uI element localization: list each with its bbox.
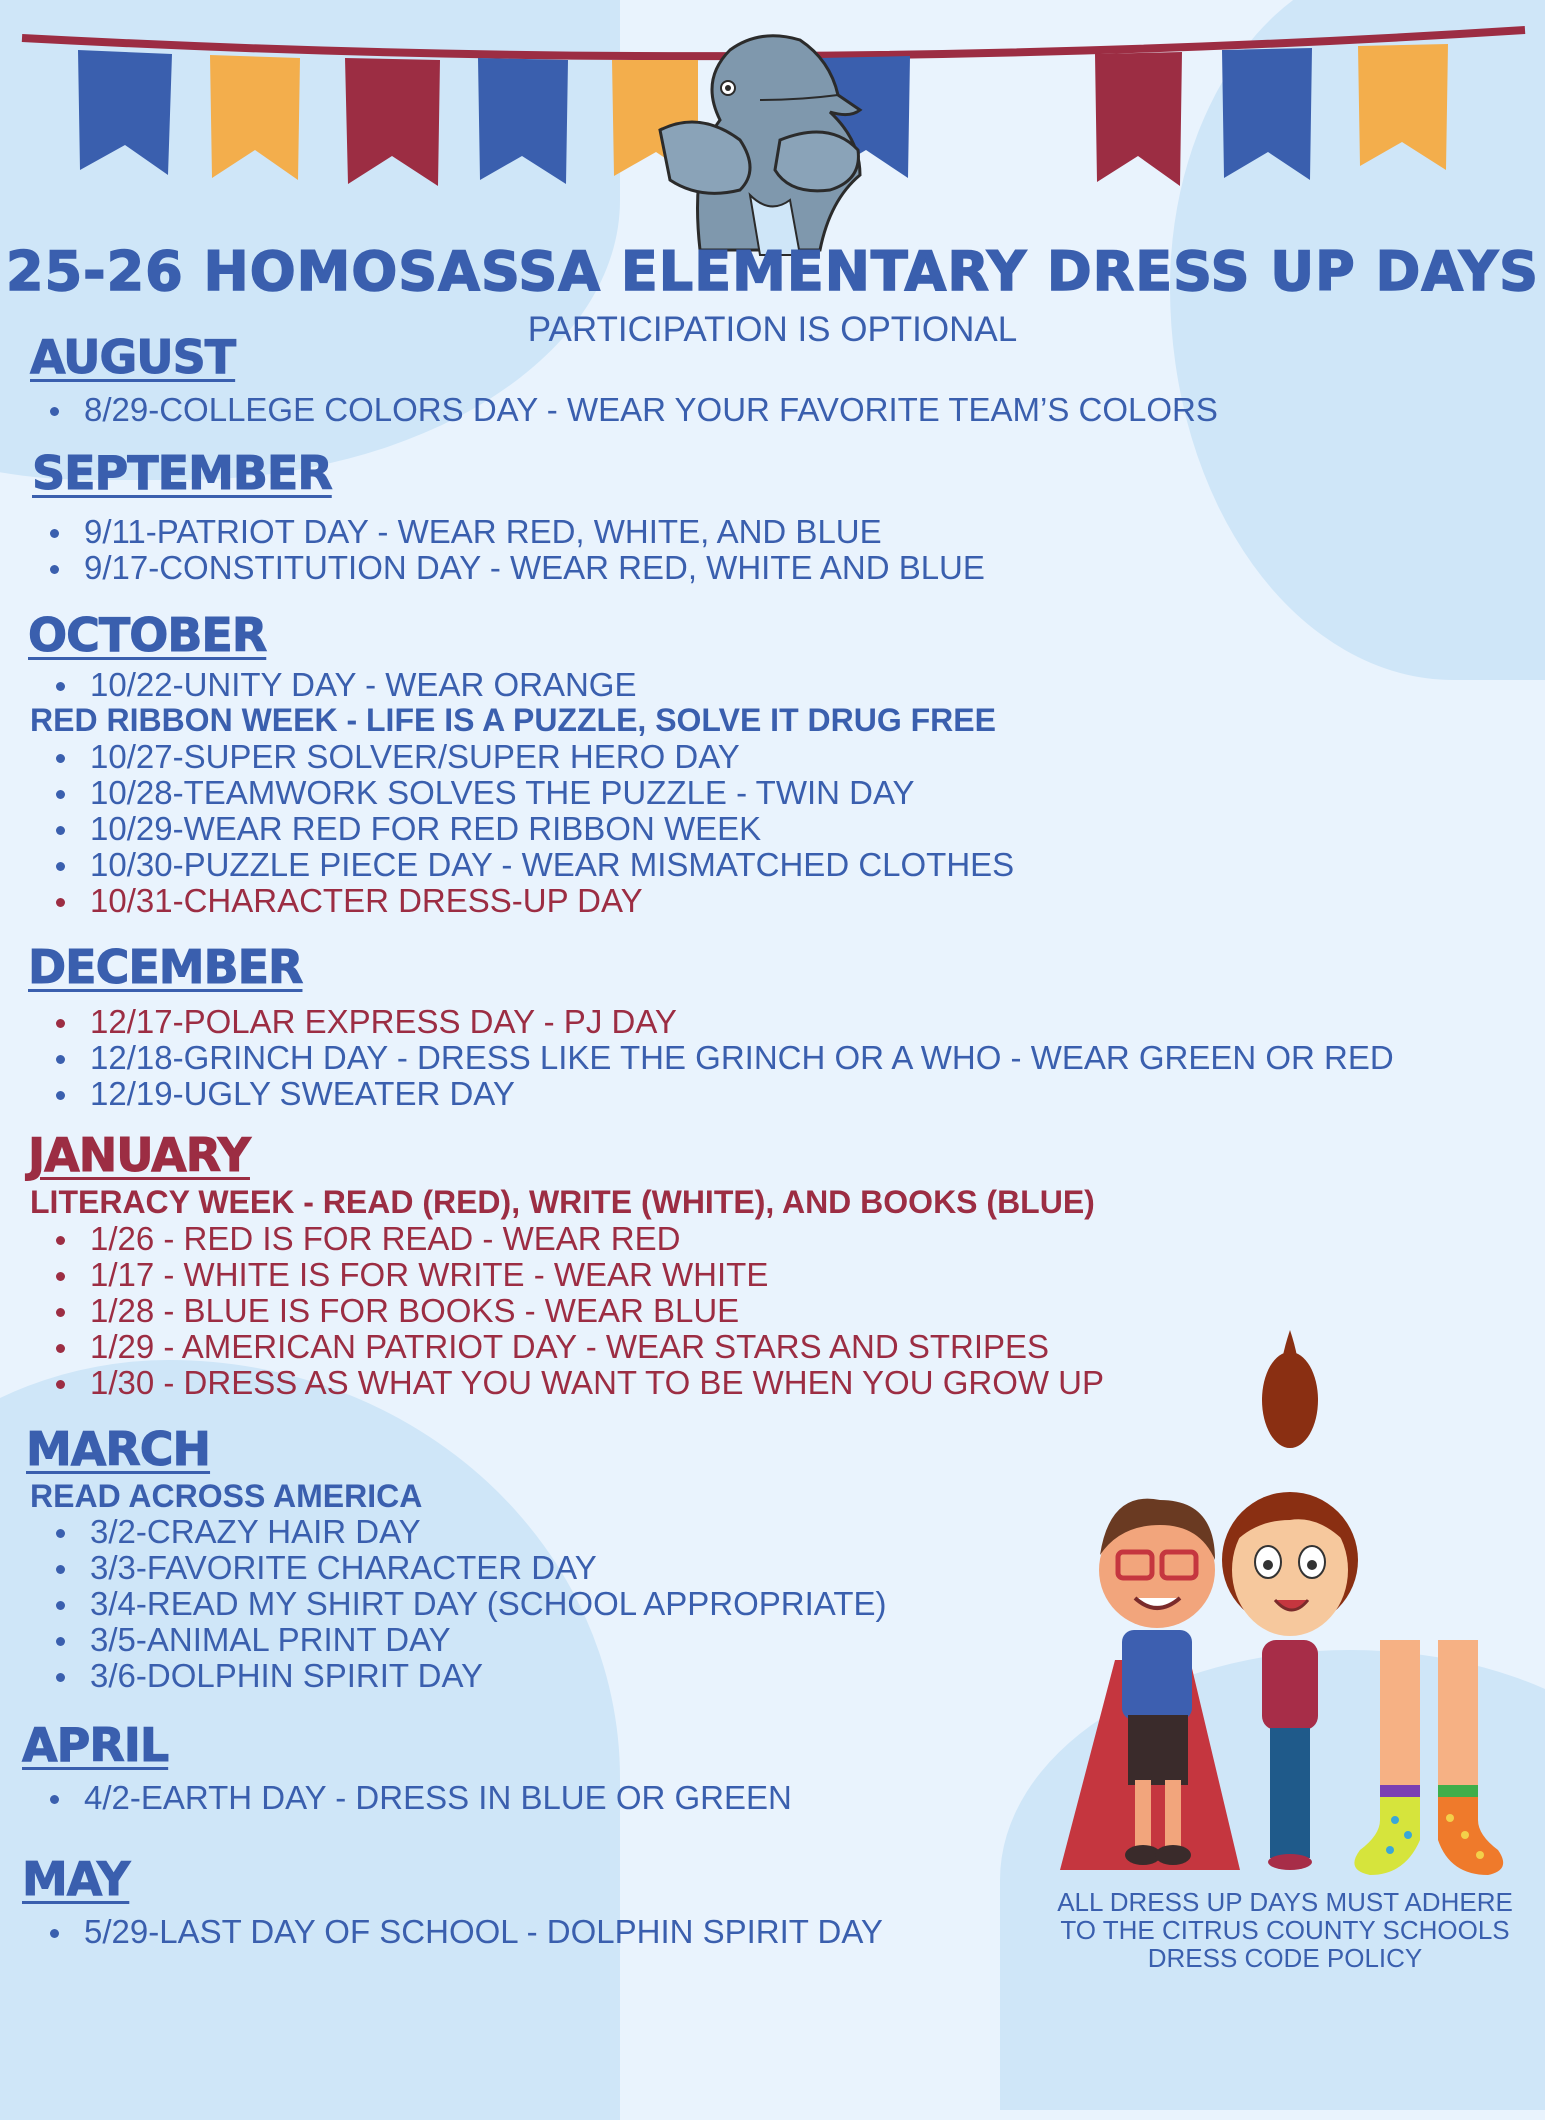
month-heading-may: MAY <box>22 1852 130 1906</box>
list-item: 3/4-READ MY SHIRT DAY (SCHOOL APPROPRIATE) <box>36 1586 886 1622</box>
march-subheading: READ ACROSS AMERICA <box>30 1478 423 1514</box>
list-item: 9/17-CONSTITUTION DAY - WEAR RED, WHITE AND BLUE <box>30 550 985 586</box>
girl-icon <box>1222 1330 1358 1870</box>
list-item: 10/29-WEAR RED FOR RED RIBBON WEEK <box>36 811 1014 847</box>
list-item: 10/31-CHARACTER DRESS-UP DAY <box>36 883 1014 919</box>
january-subheading: LITERACY WEEK - READ (RED), WRITE (WHITE), AND BOOKS (BLUE) <box>30 1184 1095 1220</box>
page-subtitle: PARTICIPATION IS OPTIONAL <box>527 310 1018 349</box>
superhero-boy-icon <box>1060 1499 1240 1870</box>
list-item: 10/30-PUZZLE PIECE DAY - WEAR MISMATCHED CLOTHES <box>36 847 1014 883</box>
list-item: 1/28 - BLUE IS FOR BOOKS - WEAR BLUE <box>36 1293 1104 1329</box>
list-item: 12/18-GRINCH DAY - DRESS LIKE THE GRINCH OR A WHO - WEAR GREEN OR RED <box>36 1040 1394 1076</box>
footnote-line: ALL DRESS UP DAYS MUST ADHERE <box>1057 1887 1513 1917</box>
month-heading-september: SEPTEMBER <box>32 446 332 500</box>
may-list <box>30 1914 883 1950</box>
month-heading-january: JANUARY <box>28 1128 250 1182</box>
mismatched-socks-icon <box>1354 1640 1503 1875</box>
page-title: 25-26 HOMOSASSA ELEMENTARY DRESS UP DAYS <box>6 240 1539 303</box>
footnote-line: TO THE CITRUS COUNTY SCHOOLS <box>1060 1915 1510 1945</box>
october-red-ribbon-list <box>36 739 1014 919</box>
list-item: 1/17 - WHITE IS FOR WRITE - WEAR WHITE <box>36 1257 1104 1293</box>
list-item: 5/29-LAST DAY OF SCHOOL - DOLPHIN SPIRIT DAY <box>30 1914 883 1950</box>
list-item: 3/5-ANIMAL PRINT DAY <box>36 1622 886 1658</box>
list-item: 12/19-UGLY SWEATER DAY <box>36 1076 1394 1112</box>
december-list <box>36 1004 1394 1112</box>
list-item: 3/3-FAVORITE CHARACTER DAY <box>36 1550 886 1586</box>
march-list <box>36 1514 886 1694</box>
list-item: 10/27-SUPER SOLVER/SUPER HERO DAY <box>36 739 1014 775</box>
list-item: 10/22-UNITY DAY - WEAR ORANGE <box>36 667 636 703</box>
list-item: 1/29 - AMERICAN PATRIOT DAY - WEAR STARS AND STRIPES <box>36 1329 1104 1365</box>
list-item: 3/2-CRAZY HAIR DAY <box>36 1514 886 1550</box>
august-list <box>30 392 1218 428</box>
bunting-banner <box>0 0 1545 260</box>
dress-code-footnote <box>1040 1888 1530 1972</box>
month-heading-august: AUGUST <box>30 330 236 384</box>
kids-illustration <box>1040 1330 1540 1890</box>
footnote-line: DRESS CODE POLICY <box>1147 1943 1423 1973</box>
month-heading-april: APRIL <box>22 1718 169 1772</box>
list-item: 3/6-DOLPHIN SPIRIT DAY <box>36 1658 886 1694</box>
october-subheading: RED RIBBON WEEK - LIFE IS A PUZZLE, SOLVE IT DRUG FREE <box>30 702 996 738</box>
list-item: 1/30 - DRESS AS WHAT YOU WANT TO BE WHEN YOU GROW UP <box>36 1365 1104 1401</box>
october-list <box>36 667 636 703</box>
list-item: 4/2-EARTH DAY - DRESS IN BLUE OR GREEN <box>30 1780 792 1816</box>
september-list <box>30 514 985 586</box>
month-heading-march: MARCH <box>26 1422 211 1476</box>
list-item: 9/11-PATRIOT DAY - WEAR RED, WHITE, AND BLUE <box>30 514 985 550</box>
month-heading-october: OCTOBER <box>28 608 267 662</box>
list-item: 1/26 - RED IS FOR READ - WEAR RED <box>36 1221 1104 1257</box>
april-list <box>30 1780 792 1816</box>
list-item: 8/29-COLLEGE COLORS DAY - WEAR YOUR FAVORITE TEAM’S COLORS <box>30 392 1218 428</box>
january-list <box>36 1221 1104 1401</box>
month-heading-december: DECEMBER <box>28 940 303 994</box>
list-item: 10/28-TEAMWORK SOLVES THE PUZZLE - TWIN DAY <box>36 775 1014 811</box>
list-item: 12/17-POLAR EXPRESS DAY - PJ DAY <box>36 1004 1394 1040</box>
